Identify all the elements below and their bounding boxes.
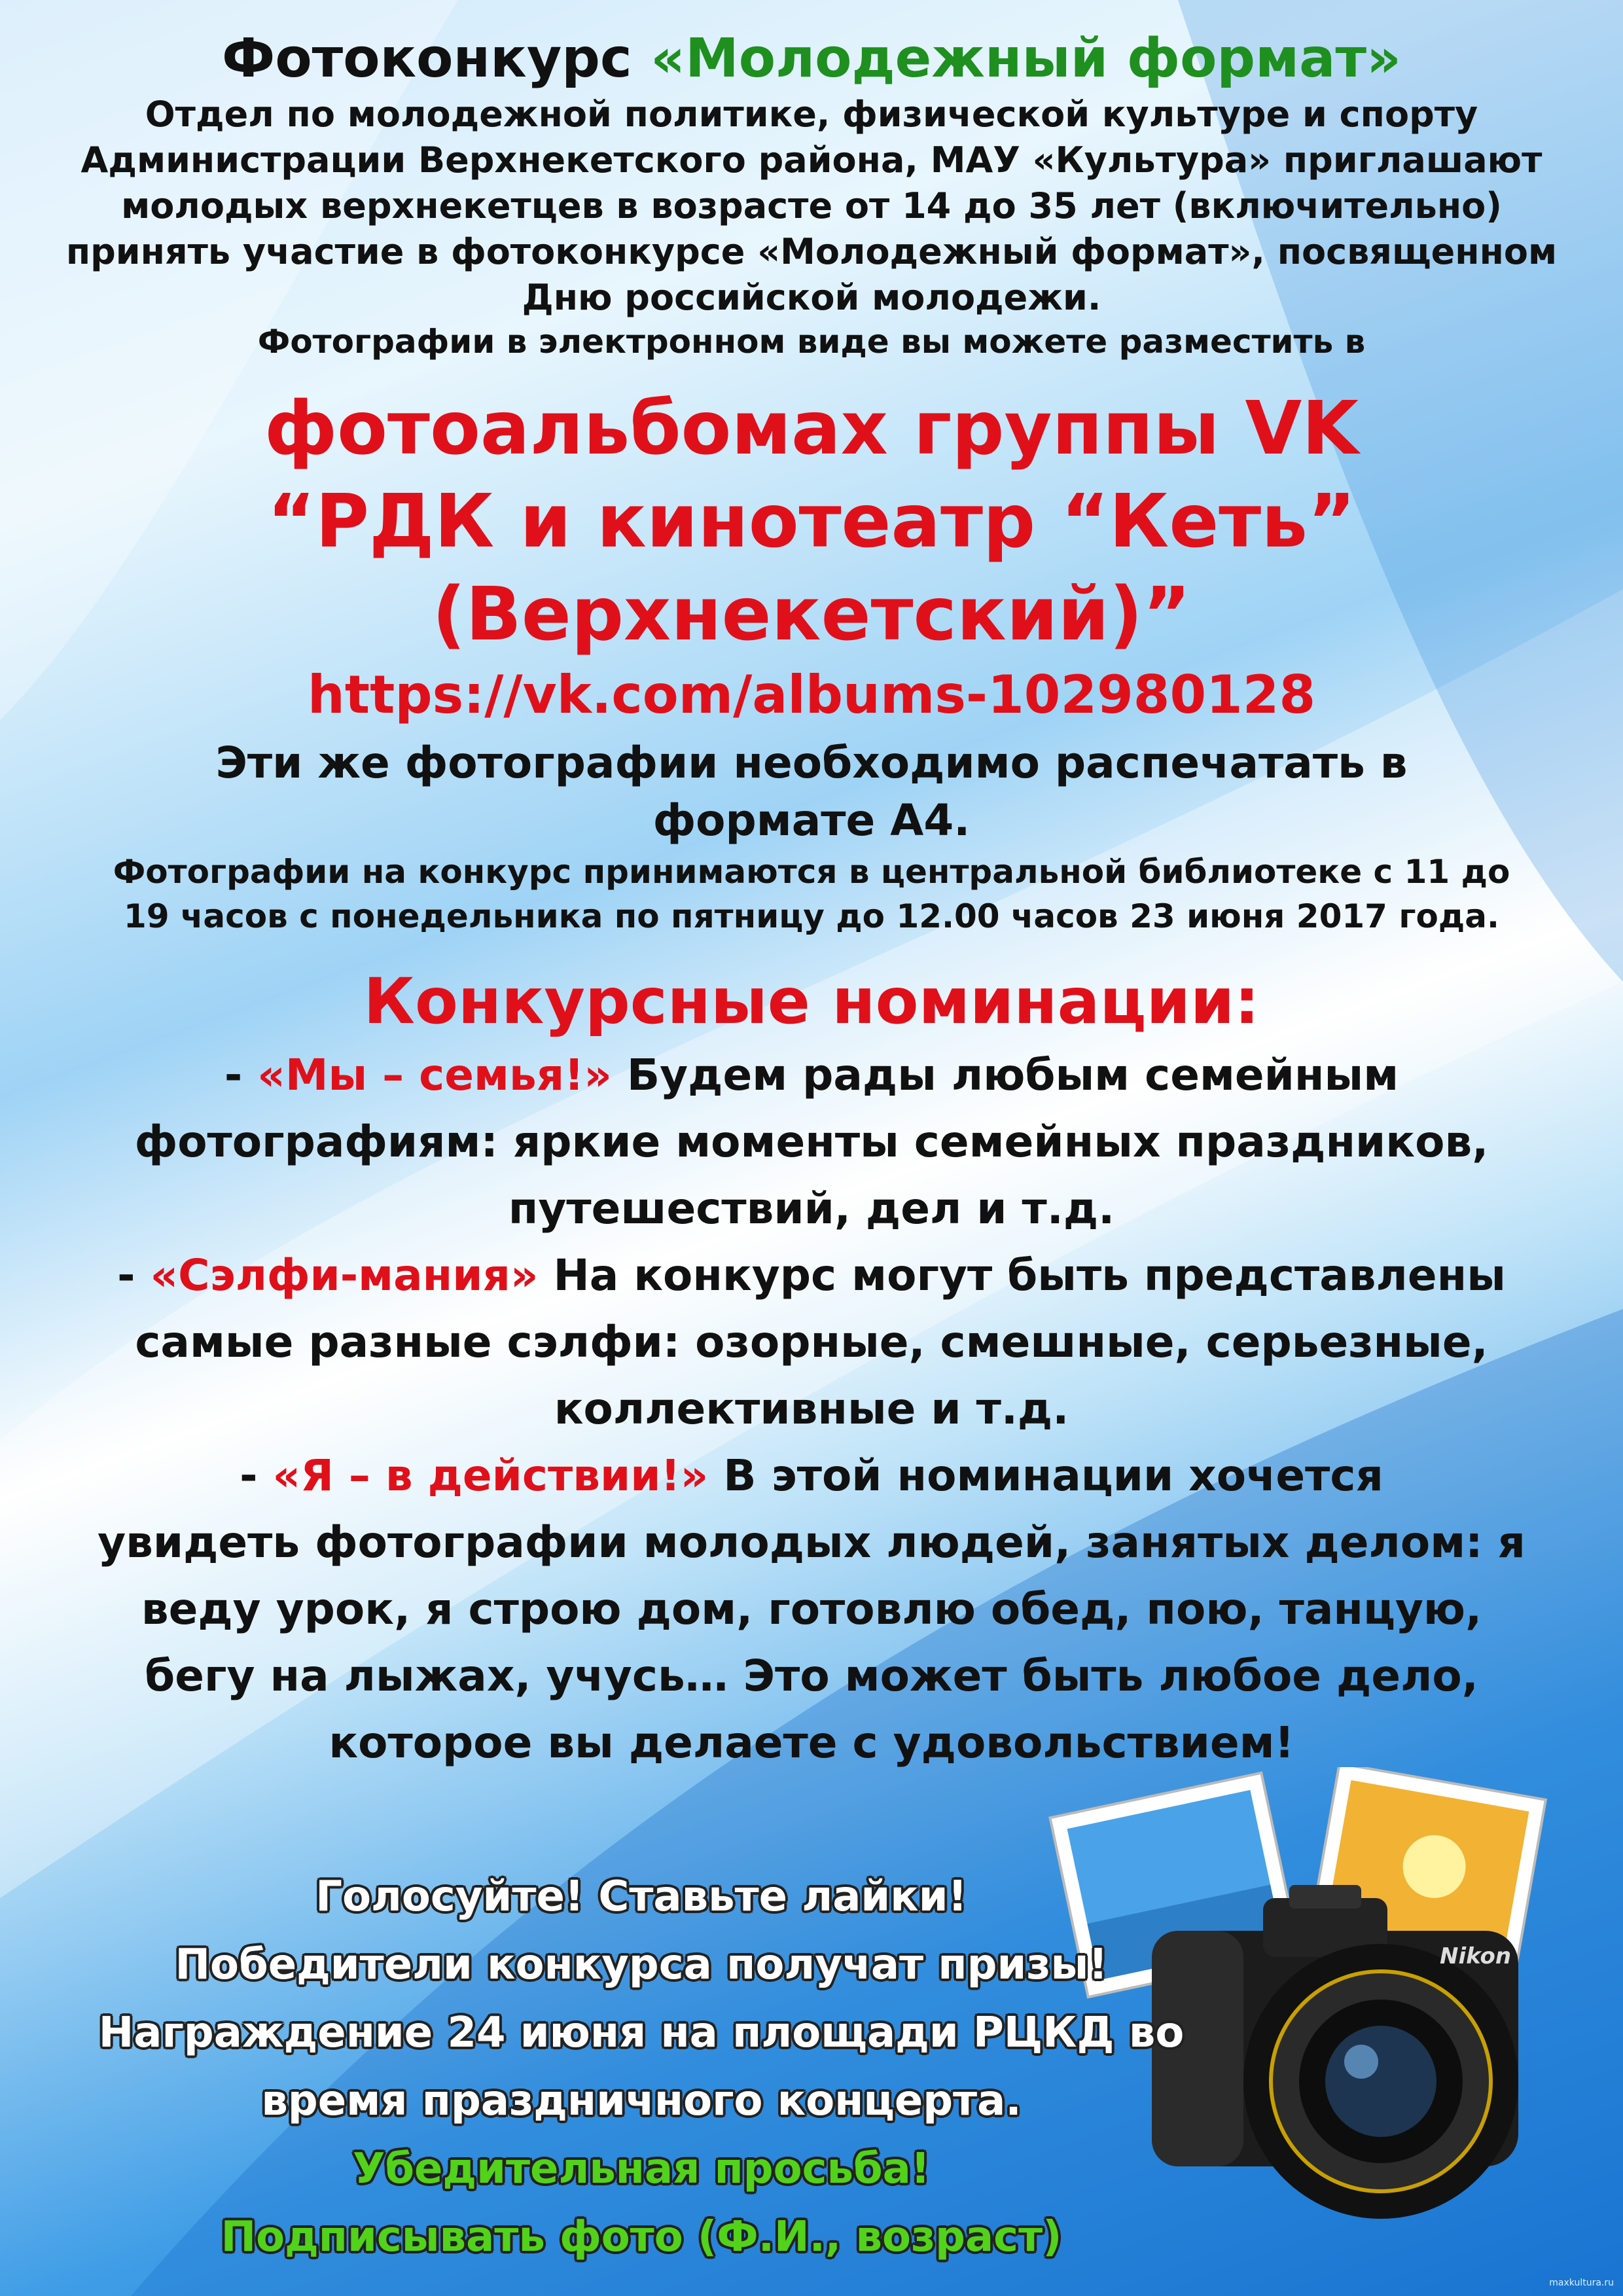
sign-instructions: Подписывать фото (Ф.И., возраст) bbox=[221, 2213, 1062, 2261]
award-line-1: Награждение 24 июня на площади РЦКД во bbox=[98, 2009, 1185, 2057]
award-line-2: время праздничного концерта. bbox=[261, 2077, 1022, 2125]
poster-title bbox=[26, 26, 1597, 92]
nomination-family bbox=[26, 1042, 1597, 1242]
intro-text bbox=[26, 92, 1597, 321]
deadline-line-1: Фотографии на конкурс принимаются в центральной библиотеке с 11 до bbox=[113, 853, 1510, 891]
intro-line: Администрации Верхнекетского района, МАУ «Культура» приглашают bbox=[80, 139, 1543, 181]
nomination-name: «Сэлфи-мания» bbox=[150, 1250, 539, 1300]
intro-line: молодых верхнекетцев в возрасте от 14 до 35 лет (включительно) bbox=[121, 185, 1502, 226]
prizes-text: Победители конкурса получат призы! bbox=[175, 1941, 1108, 1989]
intro-line: принять участие в фотоконкурсе «Молодежный формат», посвященном bbox=[65, 231, 1558, 272]
closing-block bbox=[20, 1863, 1263, 2271]
nomination-desc-line: которое вы делаете с удовольствием! bbox=[329, 1717, 1294, 1768]
title-prefix: Фотоконкурс bbox=[222, 27, 632, 90]
watermark: maxkultura.ru bbox=[1549, 2278, 1614, 2288]
camera-brand: Nikon bbox=[1440, 1943, 1512, 1969]
nominations-title: Конкурсные номинации: bbox=[363, 965, 1260, 1038]
nomination-dash: - bbox=[224, 1050, 243, 1100]
vote-text: Голосуйте! Ставьте лайки! bbox=[315, 1873, 967, 1921]
nomination-header bbox=[26, 1242, 1597, 1309]
vk-album-link[interactable]: https://vk.com/albums-102980128 bbox=[307, 664, 1316, 725]
nomination-desc-line: самые разные сэлфи: озорные, смешные, серьезные, bbox=[135, 1317, 1488, 1367]
nomination-dash: - bbox=[240, 1450, 258, 1501]
nomination-header bbox=[26, 1443, 1597, 1509]
request-text: Убедительная просьба! bbox=[352, 2145, 931, 2193]
nomination-action bbox=[26, 1443, 1597, 1776]
deadline-text bbox=[26, 850, 1597, 939]
print-line-2: формате А4. bbox=[652, 795, 971, 846]
upload-text: Фотографии в электронном виде вы можете разместить в bbox=[257, 323, 1366, 361]
nomination-desc-line: веду урок, я строю дом, готовлю обед, пою, танцую, bbox=[141, 1584, 1482, 1634]
vk-group-heading bbox=[26, 382, 1597, 661]
vk-line-1: фотоальбомах группы VK bbox=[264, 386, 1359, 471]
print-line-1: Эти же фотографии необходимо распечатать в bbox=[215, 738, 1408, 788]
nomination-desc: Будем рады любым семейным bbox=[626, 1050, 1399, 1100]
nomination-desc-line: фотографиям: яркие моменты семейных праздников, bbox=[134, 1117, 1489, 1167]
poster-content bbox=[26, 26, 1597, 1776]
print-instructions bbox=[26, 734, 1597, 850]
nomination-name: «Мы – семья!» bbox=[257, 1050, 612, 1100]
title-contest-name: «Молодежный формат» bbox=[651, 27, 1401, 90]
vk-line-3: (Верхнекетский)” bbox=[432, 572, 1191, 657]
nomination-desc: В этой номинации хочется bbox=[723, 1450, 1383, 1501]
nomination-name: «Я – в действии!» bbox=[272, 1450, 709, 1501]
vk-line-2: “РДК и кинотеатр “Кеть” bbox=[267, 479, 1356, 564]
intro-line: Дню российской молодежи. bbox=[522, 277, 1101, 318]
nomination-dash: - bbox=[117, 1250, 135, 1300]
nomination-desc-line: увидеть фотографии молодых людей, занятых делом: я bbox=[98, 1517, 1525, 1568]
nomination-desc-line: путешествий, дел и т.д. bbox=[508, 1183, 1115, 1234]
nomination-desc-line: коллективные и т.д. bbox=[554, 1384, 1069, 1434]
nomination-selfie bbox=[26, 1242, 1597, 1443]
nomination-header bbox=[26, 1042, 1597, 1109]
nomination-desc-line: бегу на лыжах, учусь… Это может быть любое дело, bbox=[145, 1651, 1478, 1701]
nomination-desc: На конкурс могут быть представлены bbox=[553, 1250, 1506, 1300]
intro-line: Отдел по молодежной политике, физической культуре и спорту bbox=[145, 94, 1478, 135]
deadline-line-2: 19 часов с понедельника по пятницу до 12.00 часов 23 июня 2017 года. bbox=[124, 897, 1499, 935]
